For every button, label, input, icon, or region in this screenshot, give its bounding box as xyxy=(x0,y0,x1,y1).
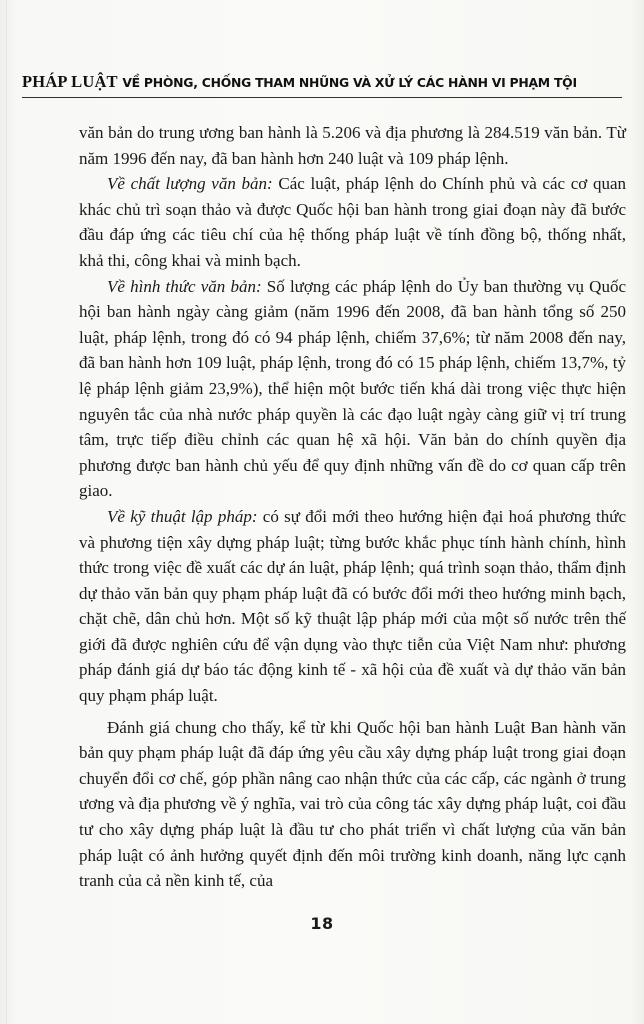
paragraph-2-label: Về chất lượng văn bản: xyxy=(107,174,273,194)
paragraph-4-text: có sự đổi mới theo hướng hiện đại hoá phương thức và phương tiện xây dựng pháp luật; từng bước khắc phục tính hành chính, hình thức trong việc đề xuất các dự án luật, pháp lệnh; quá trình soạn thảo, thẩm định dự thảo văn bản quy phạm pháp luật đã có bước đổi mới theo hướng minh bạch, chặt chẽ, dân chủ hơn. Một số kỹ thuật lập pháp mới của một số nước trên thế giới đã được nghiên cứu để vận dụng vào thực tiễn của Việt Nam như: phương pháp đánh giá dự báo tác động kinh tế - xã hội của đề xuất và dự thảo văn bản quy phạm pháp luật. xyxy=(79,506,626,706)
paragraph-3-label: Về hình thức văn bản: xyxy=(107,276,262,296)
paragraph-5: Đánh giá chung cho thấy, kể từ khi Quốc hội ban hành Luật Ban hành văn bản quy phạm pháp luật đã đáp ứng yêu cầu xây dựng pháp luật trong giai đoạn chuyển đổi cơ chế, góp phần nâng cao nhận thức của các cấp, các ngành ở trung ương và địa phương về ý nghĩa, vai trò của công tác xây dựng pháp luật, coi đầu tư cho xây dựng pháp luật là đầu tư cho phát triển vì chất lượng của văn bản pháp luật có ảnh hưởng quyết định đến môi trường kinh doanh, năng lực cạnh tranh của cả nền kinh tế, của xyxy=(79,717,626,891)
paragraph-3-text: Số lượng các pháp lệnh do Ủy ban thường vụ Quốc hội ban hành ngày càng giảm (năm 1996 đến 2008, đã ban hành tổng số 250 luật, pháp lệnh, trong đó có 94 pháp lệnh, chiếm 37,6%; từ năm 2008 đến nay, đã ban hành hơn 109 luật, pháp lệnh, trong đó có 15 pháp lệnh, chiếm 13,7%, tỷ lệ pháp lệnh giảm 23,9%), thể hiện một bước tiến khá dài trong việc thực hiện nguyên tắc của nhà nước pháp quyền là các đạo luật ngày càng giữ vị trí trung tâm, trực tiếp điều chỉnh các quan hệ xã hội. Văn bản do chính quyền địa phương được ban hành chủ yếu để quy định những vấn đề do cơ quan cấp trên giao. xyxy=(79,276,626,501)
running-header xyxy=(22,72,622,93)
header-rule xyxy=(22,97,622,98)
paragraph-3 xyxy=(79,274,626,504)
paragraph-2-text: Các luật, pháp lệnh do Chính phủ và các cơ quan khác chủ trì soạn thảo và được Quốc hội ban hành trong giai đoạn này đã bước đầu đáp ứng các tiêu chí của hệ thống pháp luật về tính đồng bộ, thống nhất, khả thi, công khai và minh bạch. xyxy=(79,174,626,270)
running-header-rest: VỀ PHÒNG, CHỐNG THAM NHŨNG VÀ XỬ LÝ CÁC HÀNH VI PHẠM TỘI xyxy=(122,75,577,90)
running-header-lead: PHÁP LUẬT xyxy=(22,72,118,91)
page-number: 18 xyxy=(310,914,334,933)
paragraph-1: văn bản do trung ương ban hành là 5.206 và địa phương là 284.519 văn bản. Từ năm 1996 đến nay, đã ban hành hơn 240 luật và 109 pháp lệnh. xyxy=(79,123,626,168)
paragraph-4-label: Về kỹ thuật lập pháp: xyxy=(107,506,258,526)
binding-edge xyxy=(6,0,7,1024)
paragraph-4 xyxy=(79,504,626,709)
paragraph-2 xyxy=(79,171,626,273)
body-text xyxy=(79,120,626,894)
